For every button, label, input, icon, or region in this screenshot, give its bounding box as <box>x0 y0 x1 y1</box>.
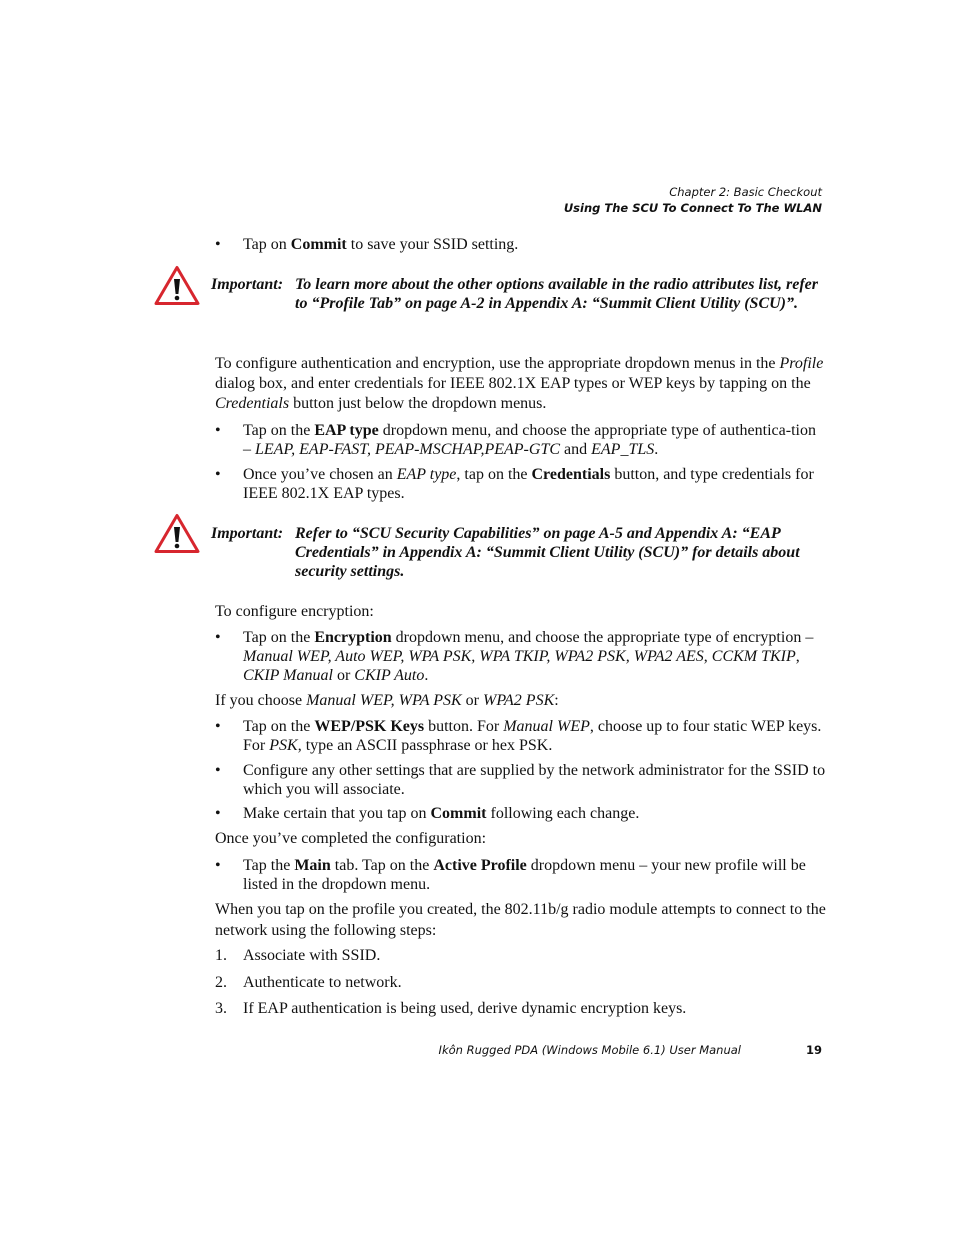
step-number: 2. <box>215 974 227 991</box>
chapter-header: Chapter 2: Basic Checkout <box>669 185 822 199</box>
step-text: Authenticate to network. <box>243 974 402 991</box>
list-item: • Tap on the Encryption dropdown menu, and choose the appropriate type of encryption – Manual WEP, Auto WEP, WPA PSK, WPA TKIP, WPA2 PSK, WPA2 AES, CCKM TKIP, CKIP Manual or CKIP Auto. <box>215 629 814 684</box>
choose-line: If you choose Manual WEP, WPA PSK or WPA2 PSK: <box>215 692 559 709</box>
step-text: Associate with SSID. <box>243 947 381 964</box>
bullet: • <box>215 857 221 874</box>
list-item: • Make certain that you tap on Commit following each change. <box>215 805 640 822</box>
section-header: Using The SCU To Connect To The WLAN <box>563 201 822 215</box>
important-text: Refer to “SCU Security Capabilities” on page A-5 and Appendix A: “EAP Credentials” in Appendix A: “Summit Client Utility (SCU)” for details about security settings. <box>295 525 800 580</box>
numbered-item <box>215 973 827 992</box>
step-number: 3. <box>215 1000 227 1017</box>
warning-triangle-icon <box>154 513 200 554</box>
bullet: • <box>215 762 221 779</box>
bullet: • <box>215 236 221 253</box>
numbered-item <box>215 999 827 1018</box>
bullet: • <box>215 718 221 735</box>
auth-paragraph: To configure authentication and encryption, use the appropriate dropdown menus in the Profile dialog box, and enter credentials for IEEE 802.1X EAP types or WEP keys by tapping on the Credentials button just below the dropdown menus. <box>215 355 824 412</box>
important-text: To learn more about the other options available in the radio attributes list, refer to “Profile Tab” on page A-2 in Appendix A: “Summit Client Utility (SCU)”. <box>295 276 819 312</box>
bullet: • <box>215 629 221 646</box>
numbered-item <box>215 946 827 965</box>
bullet: • <box>215 422 221 439</box>
footer-title: Ikôn Rugged PDA (Windows Mobile 6.1) User Manual <box>438 1043 741 1057</box>
important-note <box>154 265 834 335</box>
list-item: • Tap on the EAP type dropdown menu, and choose the appropriate type of authentica-tion – LEAP, EAP-FAST, PEAP-MSCHAP,PEAP-GTC and EAP_TLS. <box>215 422 816 458</box>
list-item: • Tap on Commit to save your SSID setting. <box>215 236 519 253</box>
page-number: 19 <box>805 1043 822 1057</box>
important-note <box>154 513 834 583</box>
important-label: Important: <box>211 525 284 542</box>
step-number: 1. <box>215 947 227 964</box>
step-text: If EAP authentication is being used, derive dynamic encryption keys. <box>243 1000 687 1017</box>
connect-paragraph: When you tap on the profile you created, the 802.11b/g radio module attempts to connect to the network using the following steps: <box>215 901 826 939</box>
list-item: • Tap on the WEP/PSK Keys button. For Manual WEP, choose up to four static WEP keys. For PSK, type an ASCII passphrase or hex PSK. <box>215 718 822 754</box>
important-label: Important: <box>211 276 284 293</box>
completed-line: Once you’ve completed the configuration: <box>215 830 487 847</box>
bullet: • <box>215 466 221 483</box>
list-item: • Once you’ve chosen an EAP type, tap on the Credentials button, and type credentials for IEEE 802.1X EAP types. <box>215 466 814 502</box>
encryption-intro: To configure encryption: <box>215 603 374 620</box>
list-item: • Configure any other settings that are supplied by the network administrator for the SSID to which you will associate. <box>215 762 826 798</box>
bullet: • <box>215 805 221 822</box>
warning-triangle-icon <box>154 265 200 306</box>
list-item: • Tap the Main tab. Tap on the Active Profile dropdown menu – your new profile will be listed in the dropdown menu. <box>215 857 806 893</box>
